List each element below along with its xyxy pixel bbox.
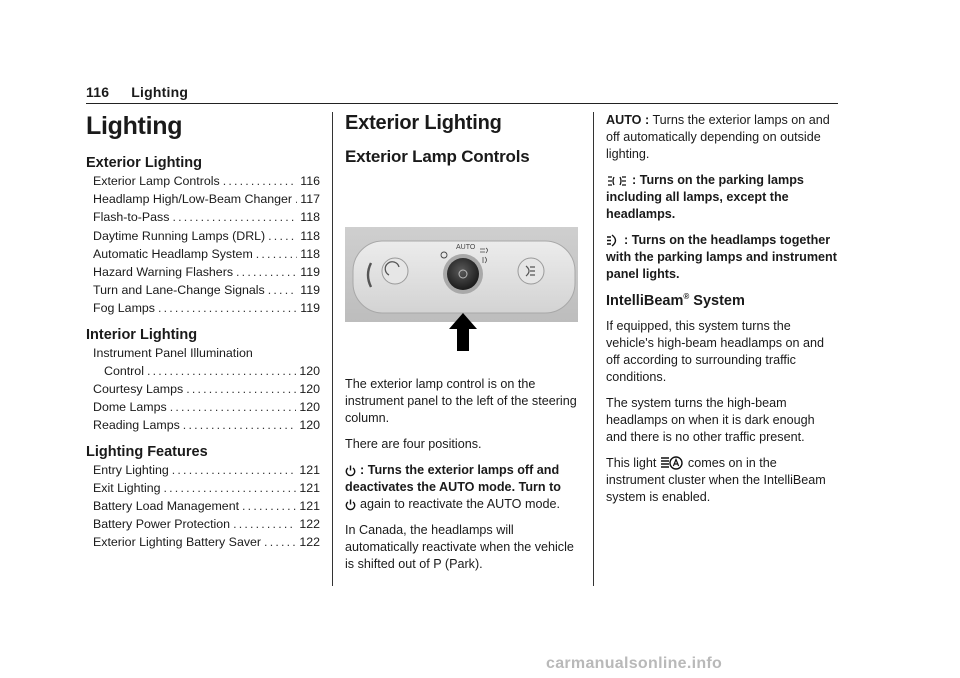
toc-entry[interactable] <box>86 533 320 551</box>
toc-entry[interactable] <box>86 190 320 208</box>
toc-entry-page: 120 <box>299 363 320 378</box>
toc-entry-label: Turn and Lane-Change Signals <box>93 283 265 298</box>
toc-entry-label: Exterior Lamp Controls <box>93 174 220 188</box>
body-paragraph: The exterior lamp control is on the instrument panel to the left of the steering column. <box>345 377 577 425</box>
body-paragraph: If equipped, this system turns the vehicle's high-beam headlamps on and off according to surrounding traffic conditions. <box>606 318 825 384</box>
auto-term: AUTO : <box>606 113 650 127</box>
intellibeam-title-suffix: System <box>689 292 745 309</box>
body-paragraph: In Canada, the headlamps will automatically reactivate when the vehicle is shifted out of P (Park). <box>345 523 574 571</box>
header-section: Lighting <box>131 84 189 100</box>
toc-entry[interactable] <box>86 398 320 416</box>
parking-lamp-icon <box>606 175 628 187</box>
toc-entry-page: 116 <box>300 174 320 188</box>
middle-column <box>345 112 579 582</box>
toc-section-heading: Interior Lighting <box>86 326 198 343</box>
watermark: carmanualsonline.info <box>546 655 723 672</box>
toc-column <box>86 112 320 561</box>
toc-entry-label: Automatic Headlamp System <box>93 246 253 261</box>
toc-list <box>86 172 320 318</box>
body-paragraph: There are four positions. <box>345 437 482 451</box>
intellibeam-light-description <box>606 455 838 506</box>
registered-mark: ® <box>683 292 690 301</box>
auto-description <box>606 112 838 163</box>
power-off-icon <box>345 499 356 511</box>
toc-entry-page: 120 <box>299 400 320 415</box>
toc-entry-page: 120 <box>299 418 320 433</box>
toc-entry[interactable] <box>86 245 320 263</box>
toc-entry-label: Exterior Lighting Battery Saver <box>93 535 262 550</box>
headlamp-icon <box>606 234 620 247</box>
power-off-icon <box>345 465 356 477</box>
intellibeam-text-a: This light <box>606 455 657 470</box>
toc-entry-label: Daytime Running Lamps (DRL) <box>93 228 266 243</box>
toc-entry[interactable] <box>86 497 320 515</box>
toc-entry[interactable] <box>86 208 320 226</box>
toc-entry[interactable] <box>86 227 320 245</box>
toc-entry-page: 117 <box>300 192 320 207</box>
toc-entry-label: Hazard Warning Flashers <box>93 265 234 280</box>
toc-list <box>86 344 320 435</box>
right-column <box>606 112 838 515</box>
headlamp-text: : Turns on the headlamps together with the parking lamps and instrument panel lights. <box>606 233 837 281</box>
column-divider-left <box>332 112 333 586</box>
toc-entry-label: Fog Lamps <box>93 301 155 316</box>
toc-entry-label: Instrument Panel Illumination <box>93 345 253 360</box>
toc-entry-page: 120 <box>299 382 320 397</box>
subsection-title: Exterior Lamp Controls <box>345 147 530 166</box>
headlamp-description <box>606 232 838 283</box>
toc-entry[interactable] <box>86 172 320 190</box>
intellibeam-heading <box>606 292 838 309</box>
toc-entry-page: 121 <box>299 499 320 514</box>
toc-entry-label: Headlamp High/Low-Beam Changer <box>93 192 293 207</box>
toc-entry-page: 122 <box>299 535 320 550</box>
toc-entry-page: 119 <box>300 265 320 280</box>
toc-entry-line1[interactable] <box>86 344 320 362</box>
column-divider-right <box>593 112 594 586</box>
section-title: Exterior Lighting <box>345 112 502 134</box>
intellibeam-title: IntelliBeam <box>606 292 684 309</box>
toc-entry[interactable] <box>86 515 320 533</box>
auto-text: Turns the exterior lamps on and off automatically depending on outside lighting. <box>606 113 830 161</box>
body-paragraph: The system turns the high-beam headlamps on when it is dark enough and there is no other traffic present. <box>606 395 815 444</box>
toc-entry-label: Flash-to-Pass <box>93 210 170 225</box>
intellibeam-indicator-icon <box>660 456 684 470</box>
off-text-2: again to reactivate the AUTO mode. <box>360 497 560 511</box>
header-rule <box>86 103 838 104</box>
auto-label: AUTO <box>456 244 476 251</box>
toc-entry[interactable] <box>86 362 320 380</box>
toc-entry[interactable] <box>86 479 320 497</box>
toc-entry-page: 118 <box>300 246 320 261</box>
toc-entry[interactable] <box>86 299 320 317</box>
toc-entry-label: Battery Power Protection <box>93 517 231 532</box>
off-text-1: : Turns the exterior lamps off and deactivates the AUTO mode. Turn to <box>345 463 561 494</box>
toc-entry[interactable] <box>86 416 320 434</box>
toc-entry[interactable] <box>86 461 320 479</box>
toc-list <box>86 461 320 552</box>
toc-entry-label: Control <box>104 363 144 378</box>
toc-entry-label: Entry Lighting <box>93 462 169 477</box>
toc-entry-page: 119 <box>300 283 320 298</box>
parking-description <box>606 172 838 223</box>
lamp-control-photo <box>345 227 578 352</box>
toc-entry-page: 121 <box>299 480 320 495</box>
intellibeam-text-b: comes on in the instrument cluster when the IntelliBeam system is enabled. <box>606 455 826 504</box>
toc-entry-page: 122 <box>299 517 320 532</box>
page-number: 116 <box>86 84 110 100</box>
off-description <box>345 462 579 513</box>
page-header <box>86 84 206 100</box>
toc-entry-page: 119 <box>300 301 320 316</box>
toc-entry-label: Reading Lamps <box>93 418 180 433</box>
lamp-control-illustration <box>345 227 578 352</box>
toc-entry-label: Exit Lighting <box>93 480 161 495</box>
toc-title: Lighting <box>86 112 183 140</box>
toc-entry-label: Battery Load Management <box>93 499 240 514</box>
toc-entry-label: Dome Lamps <box>93 400 167 415</box>
toc-entry-page: 118 <box>300 228 320 243</box>
toc-section-heading: Lighting Features <box>86 443 208 460</box>
toc-entry[interactable] <box>86 380 320 398</box>
toc-entry-label: Courtesy Lamps <box>93 382 184 397</box>
toc-section-heading: Exterior Lighting <box>86 155 202 171</box>
parking-text: : Turns on the parking lamps including all lamps, except the headlamps. <box>606 173 804 221</box>
toc-entry[interactable] <box>86 263 320 281</box>
toc-entry-page: 121 <box>299 462 320 477</box>
toc-entry[interactable] <box>86 281 320 299</box>
toc-entry-page: 118 <box>300 210 320 225</box>
